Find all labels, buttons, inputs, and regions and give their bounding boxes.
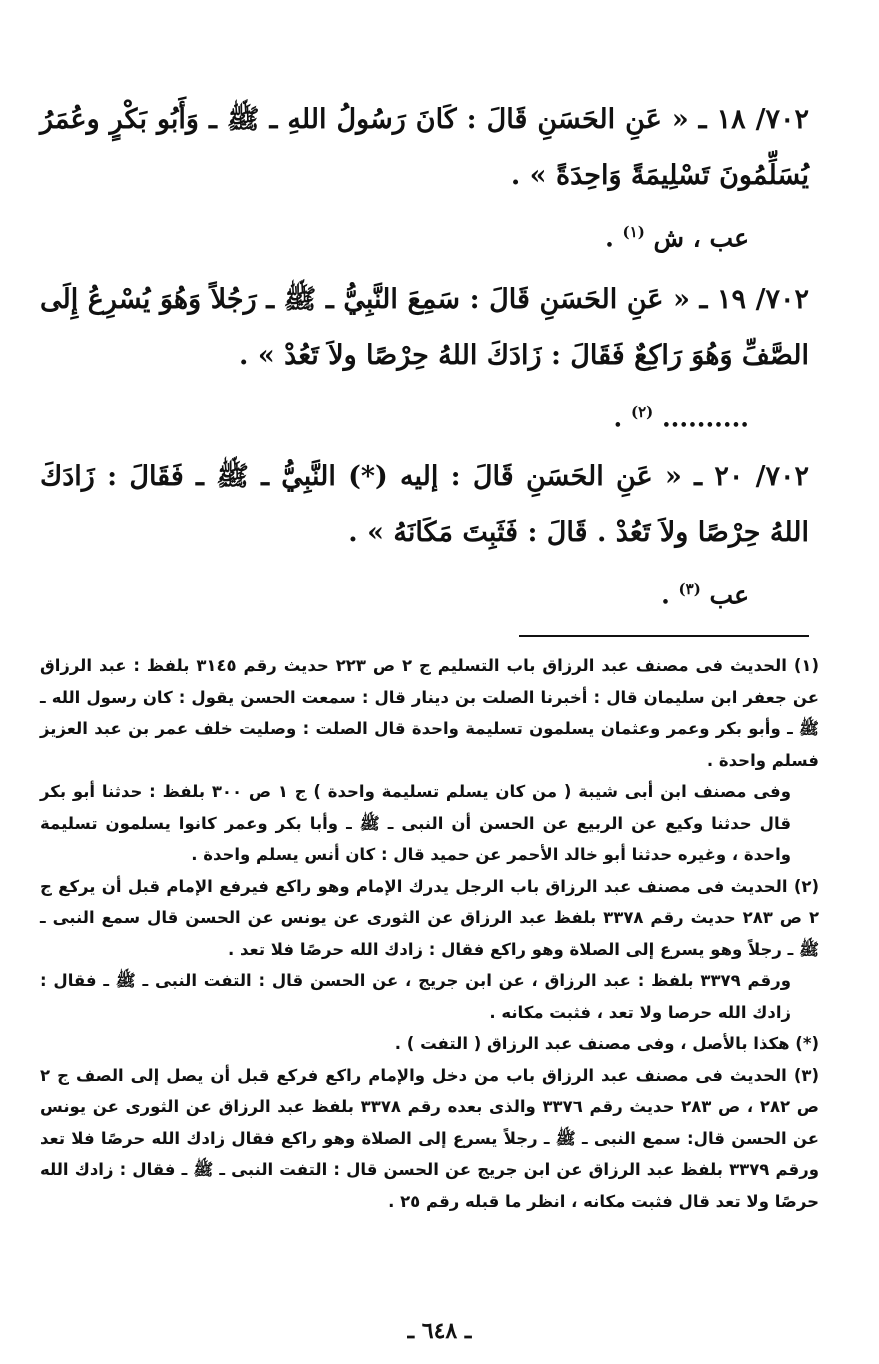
footnote-1: (١) الحديث فى مصنف عبد الرزاق باب التسليم ج ٢ ص ٢٢٣ حديث رقم ٣١٤٥ بلفظ : عبد الرزاق عن جعفر ابن سليمان قال : أخبرنا الصلت بن دينار قال : سمعت الحسن يقول : كان رسول الله ـ ﷺ ـ وأبو بكر وعمر وعثمان يسلمون تسليمة واحدة قال الصلت : وصليت خلف عمر بن عبد العزيز فسلم واحدة . bbox=[40, 656, 819, 770]
hadith-19-source: .......... $^{(٢)}$ . bbox=[613, 403, 749, 433]
source-label: عب bbox=[709, 579, 749, 609]
source-label: عب ، ش bbox=[653, 223, 749, 253]
footnote-3: (٣) الحديث فى مصنف عبد الرزاق باب من دخل والإمام راكع فركع قبل أن يصل إلى الصف ج ٢ ص ٢٨٢ ، ص ٢٨٣ حديث رقم ٣٣٧٦ والذى بعده رقم ٣٣٧٨ بلفظ عبد الرزاق عن الثورى عن يونس عن الحسن قال: سمع النبى ـ ﷺ ـ رجلاً يسرع إلى الصلاة وهو راكع فقال زادك الله حرصًا فلا تعد ورقم ٣٣٧٩ بلفظ عبد الرزاق عن ابن جريج عن الحسن قال : التفت النبى ـ ﷺ ـ فقال : زادك الله حرصًا ولا تعد قال فثبت مكانه ، انظر ما قبله رقم ٢٥ . bbox=[40, 1065, 819, 1211]
footnote-1-continued: وفى مصنف ابن أبى شيبة ( من كان يسلم تسليمة واحدة ) ج ١ ص ٣٠٠ بلفظ : حدثنا أبو بكر قال حدثنا وكيع عن الربيع عن الحسن أن النبى ـ ﷺ ـ وأبا بكر وعمر كانوا يسلمون تسليمة واحدة ، وغيره حدثنا أبو خالد الأحمر عن حميد قال : كان أنس يسلم واحدة . bbox=[40, 782, 791, 864]
hadith-20-source: عب $^{(٣)}$ . bbox=[661, 579, 749, 609]
page-number: ـ ٦٤٨ ـ bbox=[407, 1318, 472, 1344]
footnote-ref: (٣) bbox=[678, 579, 701, 598]
footnote-ref: (٢) bbox=[630, 403, 654, 422]
hadith-18: ٧٠٢/ ١٨ ـ « عَنِ الحَسَنِ قَالَ : كَانَ رَسُولُ اللهِ ـ ﷺ ـ وَأَبُو بَكْرٍ وعُمَرُ يُسَلِّمُونَ تَسْلِيمَةً وَاحِدَةً » . bbox=[40, 104, 809, 191]
main-text bbox=[40, 92, 809, 629]
hadith-20: ٧٠٢/ ٢٠ ـ « عَنِ الحَسَنِ قَالَ : إليه (*) النَّبِيُّ ـ ﷺ ـ فَقَالَ : زَادَكَ اللهُ حِرْصًا ولاَ تَعُدْ . قَالَ : فَثَبِتَ مَكَانَهُ » . bbox=[40, 460, 809, 548]
footnote-divider bbox=[519, 635, 809, 637]
source-label: .......... bbox=[661, 403, 749, 433]
hadith-19: ٧٠٢/ ١٩ ـ « عَنِ الحَسَنِ قَالَ : سَمِعَ النَّبِيُّ ـ ﷺ ـ رَجُلاً وَهُوَ يُسْرِعُ إِلَى الصَّفِّ وَهُوَ رَاكِعٌ فَقَالَ : زَادَكَ اللهُ حِرْصًا ولاَ تَعُدْ » . bbox=[40, 284, 809, 372]
footnotes bbox=[40, 650, 819, 1217]
hadith-18-source: عب ، ش $^{(١)}$ . bbox=[605, 223, 749, 253]
footnote-asterisk: (*) هكذا بالأصل ، وفى مصنف عبد الرزاق ( التفت ) . bbox=[394, 1034, 819, 1053]
footnote-2: (٢) الحديث فى مصنف عبد الرزاق باب الرجل يدرك الإمام وهو راكع فيرفع الإمام قبل أن يركع ج ٢ ص ٢٨٣ حديث رقم ٣٣٧٨ بلفظ عبد الرزاق عن الثورى عن يونس عن الحسن قال سمع النبى ـ ﷺ ـ رجلاً وهو يسرع إلى الصلاة وهو راكع فقال : زادك الله حرصًا فلا تعد . bbox=[40, 876, 820, 959]
footnote-2-continued: ورقم ٣٣٧٩ بلفظ : عبد الرزاق ، عن ابن جريج ، عن الحسن قال : التفت النبى ـ ﷺ ـ فقال : زادك الله حرصا ولا تعد ، فثبت مكانه . bbox=[40, 971, 791, 1022]
footnote-ref: (١) bbox=[622, 223, 645, 241]
